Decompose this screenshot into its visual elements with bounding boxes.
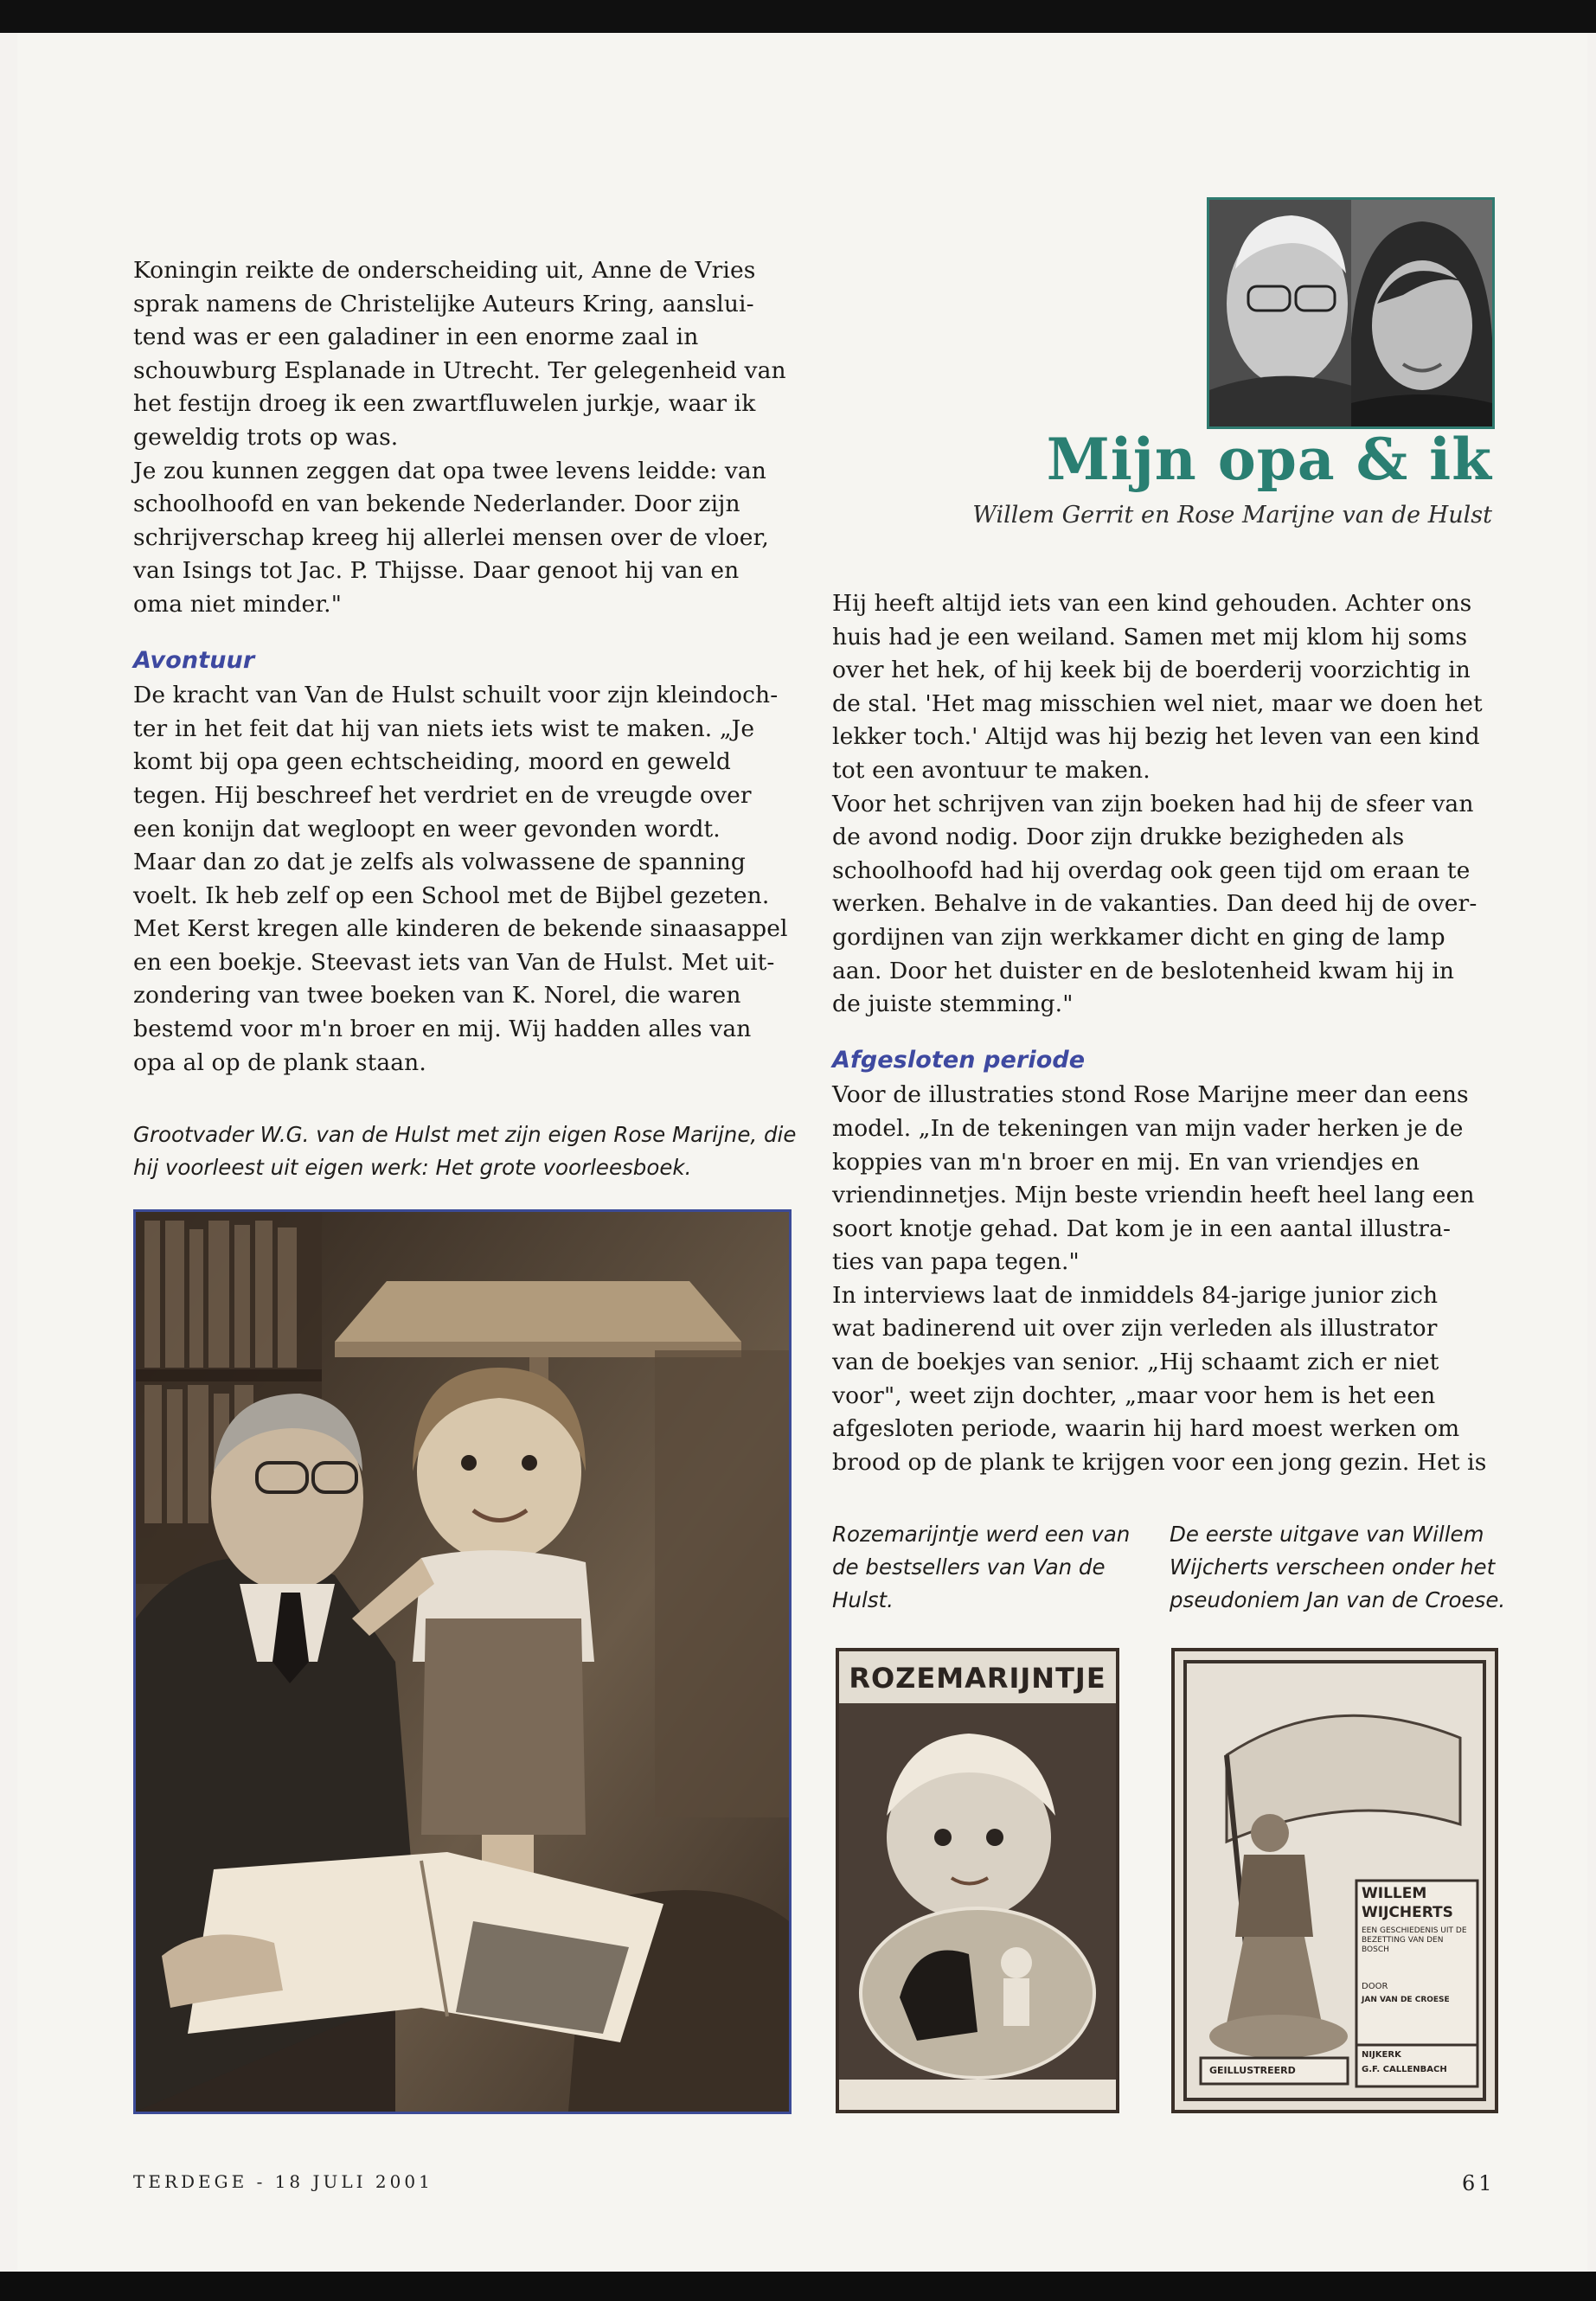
book-cover-willem-wijcherts-art [1175, 1651, 1495, 2110]
photo-caption: Grootvader W.G. van de Hulst met zijn eigen Rose Marijne, die hij voorleest uit eigen werk: Het grote voorleesboek. [133, 1122, 797, 1180]
book-publisher: NIJKERK [1362, 2050, 1401, 2060]
left-column [133, 254, 791, 1080]
scan-bottom-border [0, 2272, 1596, 2301]
book-cover-willem-wijcherts [1171, 1648, 1498, 2113]
book-subtitle-small: EEN GESCHIEDENIS UIT DE BEZETTING VAN DEN BOSCH [1362, 1926, 1467, 1954]
right-column [832, 587, 1503, 1479]
book-author: JAN VAN DE CROESE [1362, 1996, 1450, 2004]
paragraph: De kracht van Van de Hulst schuilt voor zijn kleindoch- ter in het feit dat hij van niets iets wist te maken. „Je komt bij opa geen echtscheiding, moord en geweld tegen. Hij beschreef het verdriet en de vreugde over een konijn dat wegloopt en weer gevonden wordt. Maar dan zo dat je zelfs als volwassene de spanning voelt. Ik heb zelf op een School met de Bijbel gezeten. Met Kerst kregen alle kinderen de bekende sinaasappel en een boekje. Steevast iets van Van de Hulst. Met uit- zondering van twee boeken van K. Norel, die waren bestemd voor m'n broer en mij. Wij hadden alles van opa al op de plank staan. [133, 682, 788, 1076]
portrait-granddaughter-illustration [1351, 200, 1492, 426]
paragraph: Hij heeft altijd iets van een kind gehouden. Achter ons huis had je een weiland. Samen met mij klom hij soms over het hek, of hij keek bij de boerderij voorzichtig in de stal. 'Het mag misschien wel niet, maar we doen het lekker toch.' Altijd was hij bezig het leven van een kind tot een avontuur te maken. [832, 590, 1483, 784]
page-number: 61 [1462, 2171, 1496, 2195]
book-author-label: DOOR [1362, 1982, 1388, 1991]
book-title-line-1: WILLEM [1362, 1885, 1427, 1902]
book-title-line-2: WIJCHERTS [1362, 1904, 1453, 1921]
paragraph: Voor de illustraties stond Rose Marijne meer dan eens model. „In de tekeningen van mijn vader herken je de koppies van m'n broer en mij. En van vriendjes en vriendinnetjes. Mijn beste vriendin heeft heel lang een soort knotje gehad. Dat kom je in een aantal illustra- ties van papa tegen." [832, 1081, 1475, 1276]
book-publisher-name: G.F. CALLENBACH [1362, 2065, 1447, 2074]
paragraph: Je zou kunnen zeggen dat opa twee levens leidde: van schoolhoofd en van bekende Nederlander. Door zijn schrijverschap kreeg hij allerlei mensen over de vloer, van Isings tot Jac. P. Thijsse. Daar genoot hij van en oma niet minder." [133, 457, 769, 618]
photo-illustration [136, 1212, 789, 2112]
book-illustrated-label: GEILLUSTREERD [1209, 2065, 1296, 2076]
scan-top-border [0, 0, 1596, 33]
book-title-rozemarijntje: ROZEMARIJNTJE [849, 1662, 1106, 1695]
portrait-granddaughter [1351, 197, 1495, 429]
book-cover-rozemarijntje-art [839, 1651, 1116, 2110]
caption-willem-wijcherts: De eerste uitgave van Willem Wijcherts verscheen onder het pseudoniem Jan van de Croese. [1170, 1522, 1506, 1612]
book-cover-rozemarijntje [836, 1648, 1119, 2113]
paragraph: Voor het schrijven van zijn boeken had hij de sfeer van de avond nodig. Door zijn drukke bezigheden als schoolhoofd had hij overdag ook geen tijd om eraan te werken. Behalve in de vakanties. Dan deed hij de over- gordijnen van zijn werkkamer dicht en ging de lamp aan. Door het duister en de beslotenheid kwam hij in de juiste stemming." [832, 790, 1477, 1018]
section-heading: Avontuur [133, 646, 255, 674]
article-subtitle: Willem Gerrit en Rose Marijne van de Hulst [972, 502, 1492, 529]
section-heading: Afgesloten periode [832, 1046, 1086, 1074]
article-title: Mijn opa & ik [1046, 426, 1492, 493]
paragraph: In interviews laat de inmiddels 84-jarige junior zich wat badinerend uit over zijn verleden als illustrator van de boekjes van senior. „Hij schaamt zich er niet voor", weet zijn dochter, „maar voor hem is het een afgesloten periode, waarin hij hard moest werken om brood op de plank te krijgen voor een jong gezin. Het is [832, 1281, 1487, 1476]
paragraph: Koningin reikte de onderscheiding uit, Anne de Vries sprak namens de Christelijke Auteurs Kring, aanslui- tend was er een galadiner in een enorme zaal in schouwburg Esplanade in Utrecht. Ter gelegenheid van het festijn droeg ik een zwartfluwelen jurkje, waar ik geweldig trots op was. [133, 257, 786, 451]
caption-rozemarijntje: Rozemarijntje werd een van de bestsellers van Van de Hulst. [832, 1522, 1131, 1612]
portrait-grandfather-illustration [1209, 200, 1352, 426]
footer-publication: TERDEGE - 18 JULI 2001 [133, 2171, 433, 2192]
grandfather-reading-photo [133, 1209, 792, 2114]
portrait-grandfather [1207, 197, 1352, 429]
